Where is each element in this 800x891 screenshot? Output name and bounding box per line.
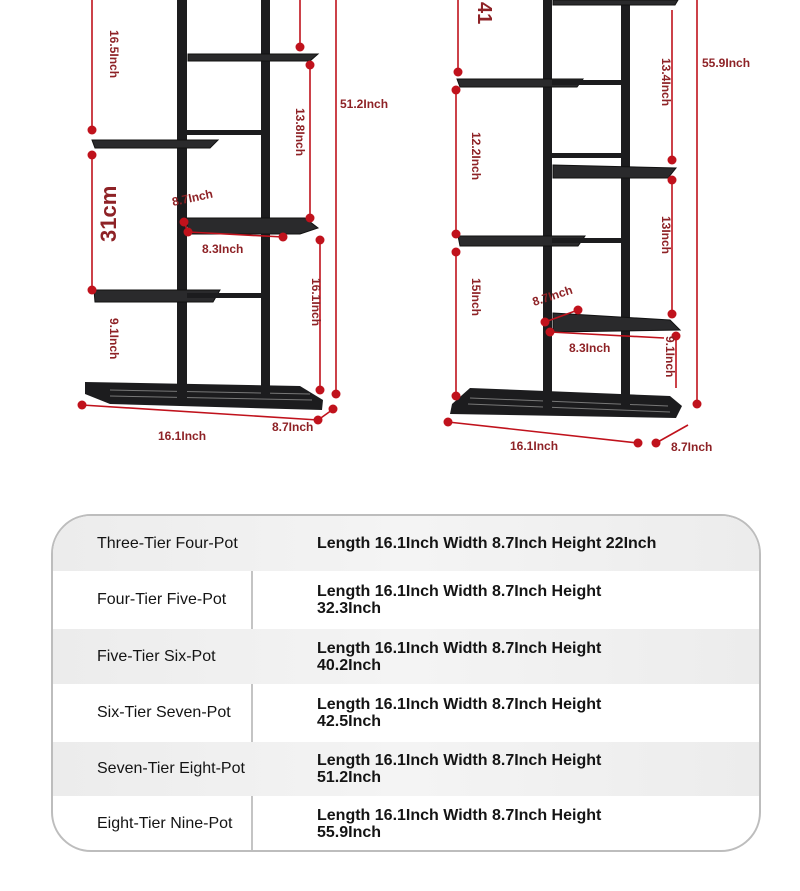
size-specification-table	[51, 514, 761, 852]
right-stand-shelf	[553, 0, 678, 5]
left-cm-label: 31cm	[96, 185, 121, 242]
model-dimensions: Length 16.1Inch Width 8.7Inch Height 22Inch	[317, 535, 657, 552]
left-stand-shelf	[92, 140, 218, 148]
table-row	[53, 796, 759, 852]
model-dimensions: Length 16.1Inch Width 8.7Inch Height 55.9Inch	[317, 807, 602, 841]
model-dimensions: Length 16.1Inch Width 8.7Inch Height 42.5Inch	[317, 696, 602, 730]
left-stand-shelf	[188, 54, 318, 61]
left-shelf-width-label: 8.3Inch	[202, 242, 244, 256]
left-shelf-depth-label: 8.7Inch	[170, 186, 215, 209]
table-row	[53, 516, 759, 571]
left-mid-gap-label: 13.8Inch	[293, 108, 307, 157]
right-lower-left-gap-label: 15Inch	[469, 278, 483, 317]
table-row	[53, 742, 759, 796]
right-top-partial-label: 41	[473, 2, 495, 25]
model-dimensions: Length 16.1Inch Width 8.7Inch Height 51.2Inch	[317, 752, 602, 786]
left-top-gap-label: 16.5Inch	[107, 30, 121, 79]
left-base-width-label: 8.7Inch	[272, 420, 314, 434]
model-name: Five-Tier Six-Pot	[97, 647, 216, 665]
model-name: Three-Tier Four-Pot	[97, 534, 238, 552]
model-name: Seven-Tier Eight-Pot	[97, 760, 245, 777]
model-dimensions: Length 16.1Inch Width 8.7Inch Height 40.2Inch	[317, 639, 602, 674]
right-upper-gap-label: 13.4Inch	[659, 58, 673, 107]
right-shelf-depth-label: 8.7Inch	[530, 282, 575, 309]
right-base-width-label: 8.7Inch	[671, 440, 713, 454]
left-base-length-label: 16.1Inch	[158, 429, 207, 443]
right-stand-pole	[621, 0, 630, 405]
right-stand-shelf	[553, 313, 680, 332]
model-name: Six-Tier Seven-Pot	[97, 704, 231, 721]
table-row	[53, 571, 759, 629]
model-dimensions: Length 16.1Inch Width 8.7Inch Height 32.3Inch	[317, 583, 602, 617]
right-bottom-gap-label: 9.1Inch	[663, 336, 677, 378]
table-row	[53, 684, 759, 742]
right-stand-pole	[543, 0, 552, 412]
right-mid-left-gap-label: 12.2Inch	[469, 132, 483, 181]
model-name: Eight-Tier Nine-Pot	[97, 815, 233, 832]
right-stand-shelf	[553, 165, 676, 178]
table-row	[53, 629, 759, 684]
right-stand-base	[450, 388, 682, 418]
left-stand-shelf	[185, 218, 318, 234]
model-name: Four-Tier Five-Pot	[97, 591, 227, 608]
left-lower-gap-label: 16.1Inch	[309, 278, 323, 327]
right-base-length-label: 16.1Inch	[510, 439, 559, 453]
right-mid-right-gap-label: 13Inch	[659, 216, 673, 255]
right-total-height-label: 55.9Inch	[702, 56, 751, 70]
left-total-height-label: 51.2Inch	[340, 97, 389, 111]
right-shelf-width-label: 8.3Inch	[569, 341, 611, 355]
left-bottom-gap-label: 9.1Inch	[107, 318, 121, 360]
